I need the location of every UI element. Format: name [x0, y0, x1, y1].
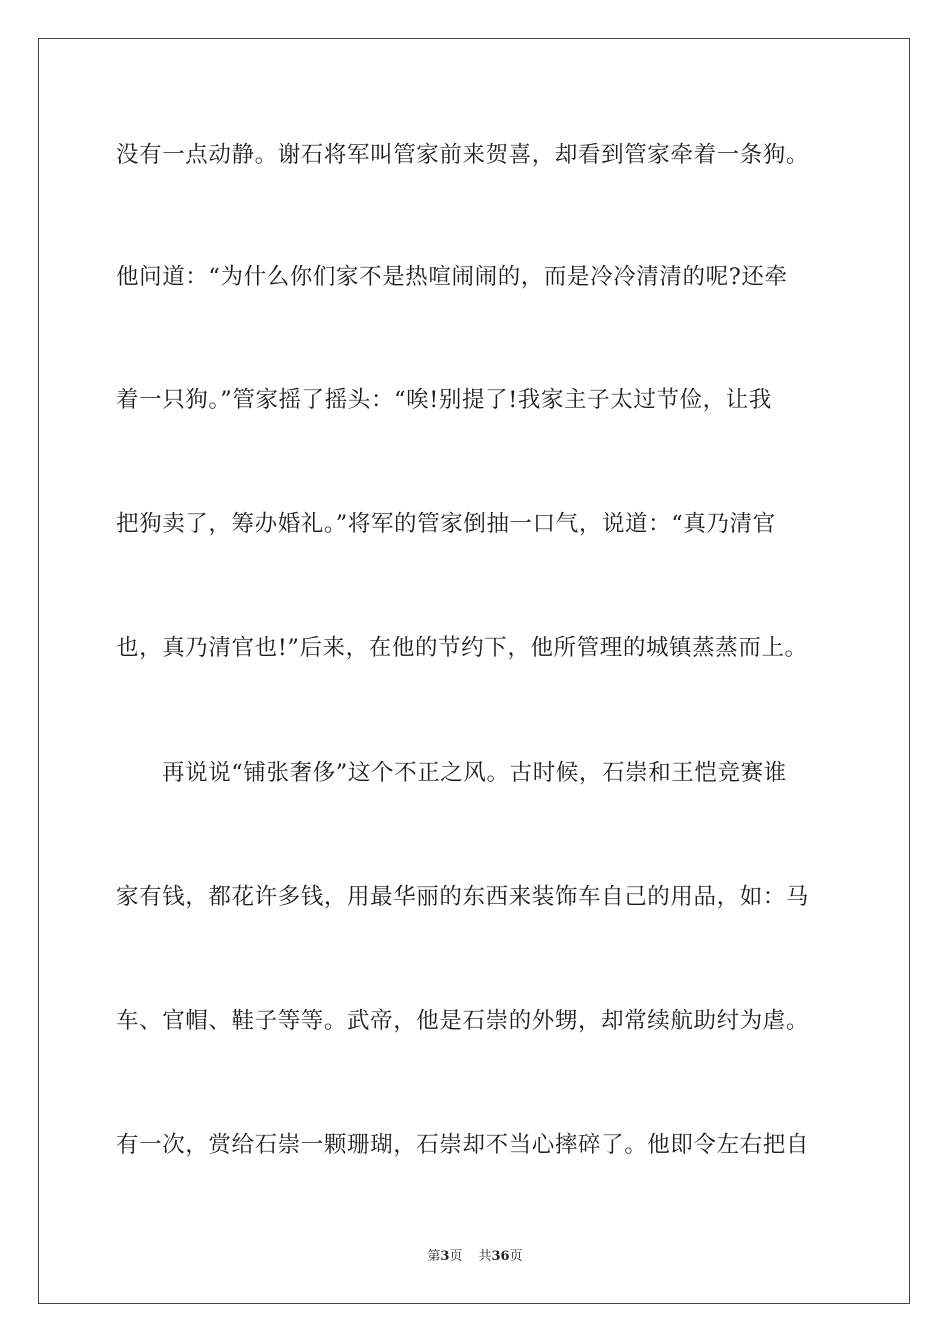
body-text-line: 有一次，赏给石崇一颗珊瑚，石崇却不当心摔碎了。他即令左右把自	[116, 1132, 810, 1158]
page-footer	[0, 1248, 950, 1266]
body-text-line: 家有钱，都花许多钱，用最华丽的东西来装饰车自己的用品，如：马	[116, 884, 810, 910]
total-prefix: 共	[478, 1249, 492, 1264]
body-text-line: 他问道：“为什么你们家不是热喧闹闹的，而是冷冷清清的呢?还牵	[116, 264, 788, 290]
page-prefix: 第	[427, 1249, 441, 1264]
total-unit: 页	[509, 1249, 523, 1264]
page-unit: 页	[449, 1249, 463, 1264]
total-page-count: 36	[491, 1249, 510, 1264]
current-page-number: 3	[440, 1249, 450, 1264]
body-text-line: 着一只狗。”管家摇了摇头：“唉!别提了!我家主子太过节俭，让我	[116, 387, 772, 413]
page-border	[38, 38, 910, 1304]
body-text-line: 把狗卖了，筹办婚礼。”将军的管家倒抽一口气，说道：“真乃清官	[116, 511, 776, 537]
paragraph-first-line: 再说说“铺张奢侈”这个不正之风。古时候，石崇和王恺竞赛谁	[162, 760, 787, 786]
body-text-line: 没有一点动静。谢石将军叫管家前来贺喜，却看到管家牵着一条狗。	[116, 142, 810, 168]
body-text-line: 车、官帽、鞋子等等。武帝，他是石崇的外甥，却常续航助纣为虐。	[116, 1008, 810, 1034]
body-text-line: 也，真乃清官也!”后来，在他的节约下，他所管理的城镇蒸蒸而上。	[116, 635, 808, 661]
